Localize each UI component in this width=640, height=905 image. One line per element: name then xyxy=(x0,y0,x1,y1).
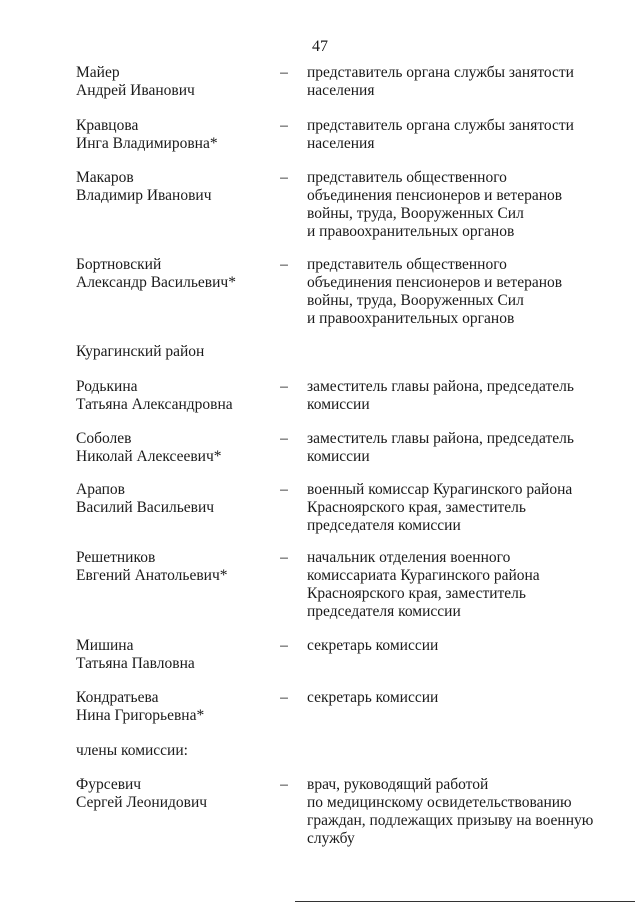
person-name: Родькина Татьяна Александровна xyxy=(76,378,233,413)
dash-separator: – xyxy=(280,549,288,566)
dash-separator: – xyxy=(280,637,288,654)
person-role: секретарь комиссии xyxy=(307,637,439,654)
person-name: Макаров Владимир Иванович xyxy=(76,169,212,204)
person-name: Майер Андрей Иванович xyxy=(76,64,195,99)
page-number: 47 xyxy=(312,38,328,55)
person-role: секретарь комиссии xyxy=(307,689,439,706)
bottom-rule xyxy=(295,901,635,902)
person-role: представитель общественного объединения пенсионеров и ветеранов войны, труда, Вооруженных Сил и правоохранительных органов xyxy=(307,169,563,240)
dash-separator: – xyxy=(280,64,288,81)
dash-separator: – xyxy=(280,481,288,498)
person-role: начальник отделения военного комиссариата Курагинского района Красноярского края, заместитель председателя комиссии xyxy=(307,549,540,620)
person-role: врач, руководящий работой по медицинскому освидетельствованию граждан, подлежащих призыву на военную службу xyxy=(307,776,594,847)
person-name: Арапов Василий Васильевич xyxy=(76,481,215,516)
person-role: представитель органа службы занятости населения xyxy=(307,117,574,152)
dash-separator: – xyxy=(280,689,288,706)
person-name: Фурсевич Сергей Леонидович xyxy=(76,776,208,811)
person-name: Решетников Евгений Анатольевич* xyxy=(76,549,228,584)
dash-separator: – xyxy=(280,169,288,186)
dash-separator: – xyxy=(280,378,288,395)
person-role: заместитель главы района, председатель комиссии xyxy=(307,378,574,413)
section-heading-district: Курагинский район xyxy=(76,343,205,360)
person-role: представитель органа службы занятости населения xyxy=(307,64,574,99)
person-name: Мишина Татьяна Павловна xyxy=(76,637,195,672)
person-name: Кравцова Инга Владимировна* xyxy=(76,117,218,152)
dash-separator: – xyxy=(280,256,288,273)
person-name: Соболев Николай Алексеевич* xyxy=(76,430,222,465)
person-name: Кондратьева Нина Григорьевна* xyxy=(76,689,205,724)
person-role: представитель общественного объединения пенсионеров и ветеранов войны, труда, Вооруженных Сил и правоохранительных органов xyxy=(307,256,563,327)
person-name: Бортновский Александр Васильевич* xyxy=(76,256,236,291)
person-role: военный комиссар Курагинского района Красноярского края, заместитель председателя комиссии xyxy=(307,481,573,534)
dash-separator: – xyxy=(280,117,288,134)
dash-separator: – xyxy=(280,430,288,447)
section-heading-members: члены комиссии: xyxy=(76,742,188,759)
dash-separator: – xyxy=(280,776,288,793)
person-role: заместитель главы района, председатель комиссии xyxy=(307,430,574,465)
